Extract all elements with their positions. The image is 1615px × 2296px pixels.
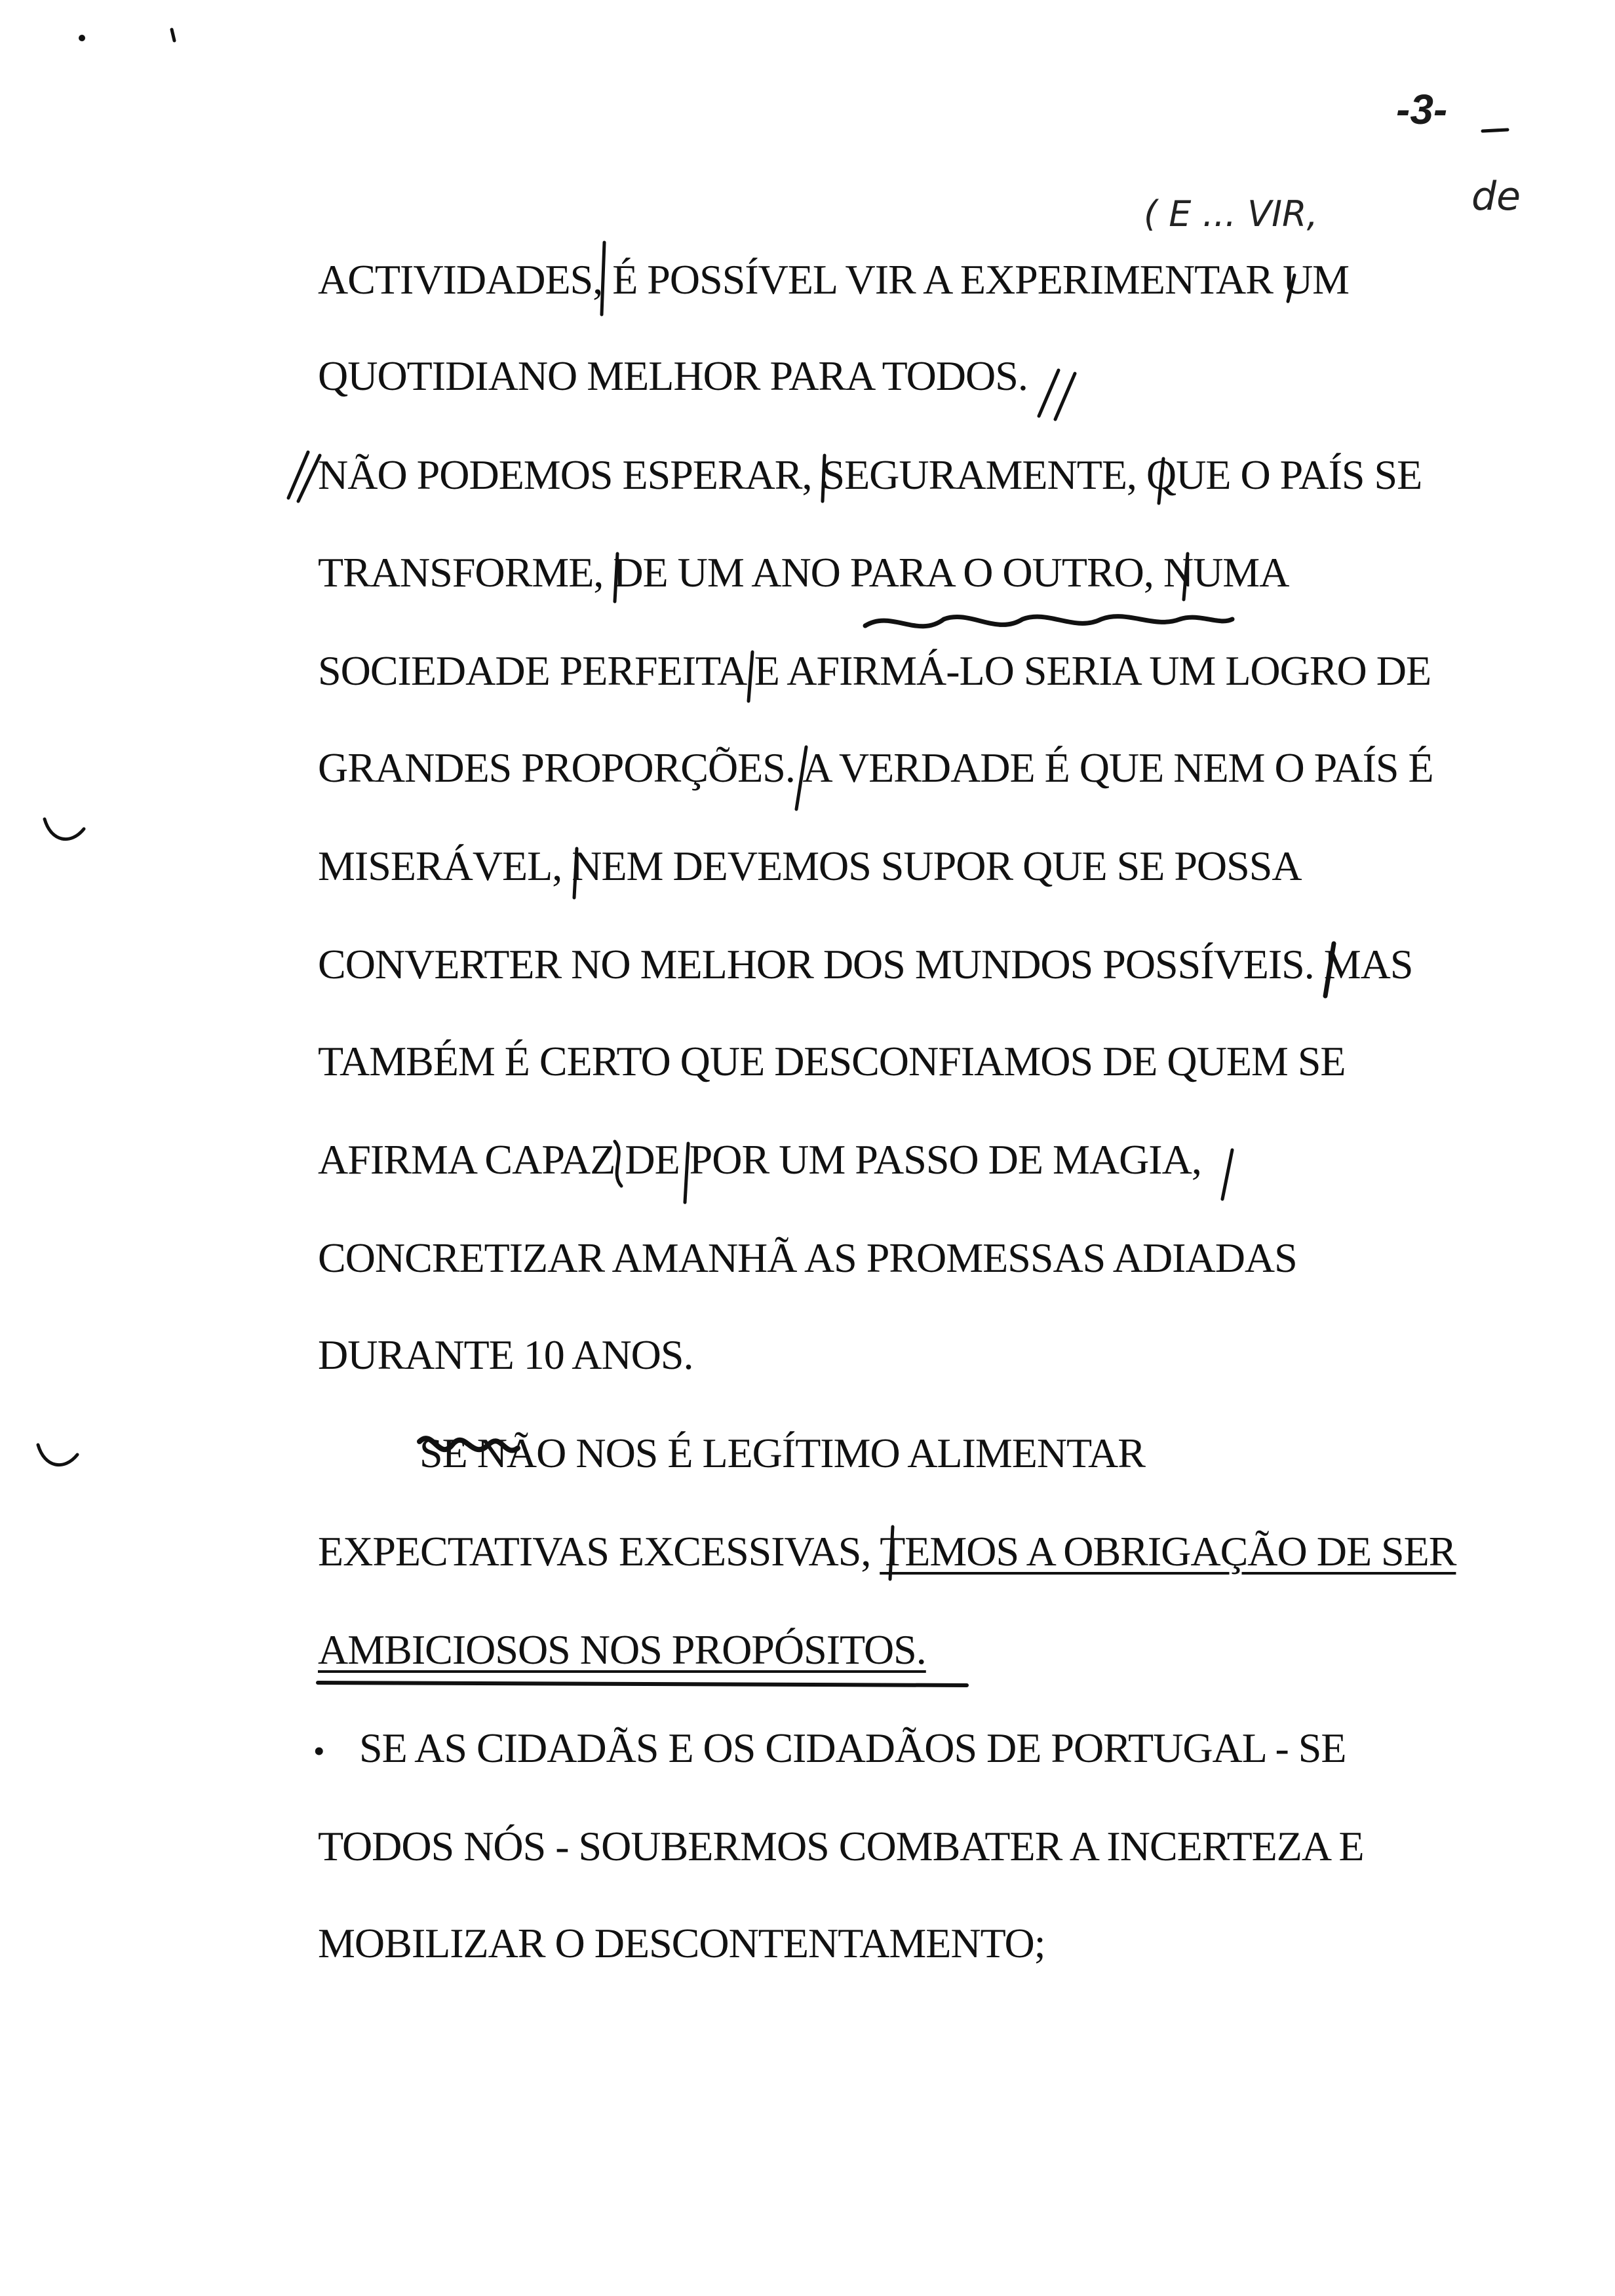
paragraph2-line-1: SE NÃO NOS É LEGÍTIMO ALIMENTAR xyxy=(419,1430,1145,1476)
text-line-12: DURANTE 10 ANOS. xyxy=(318,1331,693,1378)
text-line-8: CONVERTER NO MELHOR DOS MUNDOS POSSÍVEIS. MAS xyxy=(318,941,1413,987)
paragraph2-line-2-underlined: TEMOS A OBRIGAÇÃO DE SER xyxy=(880,1528,1456,1575)
pause-bar-mark xyxy=(574,849,577,898)
pause-bar-mark xyxy=(685,1143,688,1202)
handwritten-de-annotation: de xyxy=(1471,174,1521,220)
bullet-item-line-3: MOBILIZAR O DESCONTENTAMENTO; xyxy=(318,1920,1045,1966)
pause-bar-mark xyxy=(749,652,752,701)
double-slash-mark xyxy=(1039,370,1075,419)
crossed-out-word-mark xyxy=(419,1438,518,1450)
double-slash-mark xyxy=(288,452,320,501)
handwritten-insert-annotation: ( E ... VIR, xyxy=(1144,193,1318,235)
pause-bar-mark xyxy=(796,747,806,809)
strikethrough-scribble-mark xyxy=(865,617,1232,626)
pause-bar-mark xyxy=(1288,275,1294,301)
pause-bar-mark xyxy=(615,554,617,602)
text-line-4: TRANSFORME, DE UM ANO PARA O OUTRO, NUMA xyxy=(318,549,1289,596)
margin-hole-mark xyxy=(38,1445,77,1465)
text-line-9: TAMBÉM É CERTO QUE DESCONFIAMOS DE QUEM SE xyxy=(318,1038,1346,1084)
page-number: -3- xyxy=(1396,86,1448,133)
text-line-2: QUOTIDIANO MELHOR PARA TODOS. xyxy=(318,353,1028,399)
text-line-5: SOCIEDADE PERFEITA E AFIRMÁ-LO SERIA UM LOGRO DE xyxy=(318,647,1431,694)
bullet-symbol: • xyxy=(313,1732,324,1769)
scan-tick-mark xyxy=(172,29,174,41)
margin-hole-mark xyxy=(45,819,84,839)
text-line-3: NÃO PODEMOS ESPERAR, SEGURAMENTE, QUE O PAÍS SE xyxy=(318,451,1422,498)
text-line-10: AFIRMA CAPAZ DE POR UM PASSO DE MAGIA, xyxy=(318,1136,1201,1183)
pause-bar-mark xyxy=(1222,1150,1232,1199)
text-line-7: MISERÁVEL, NEM DEVEMOS SUPOR QUE SE POSSA xyxy=(318,843,1302,889)
scan-dot-mark xyxy=(79,35,85,41)
bullet-item-line-2: TODOS NÓS - SOUBERMOS COMBATER A INCERTEZA E xyxy=(318,1823,1364,1869)
paragraph2-line-2-plain: EXPECTATIVAS EXCESSIVAS, xyxy=(318,1528,880,1575)
bullet-text-1: SE AS CIDADÃS E OS CIDADÃOS DE PORTUGAL - SE xyxy=(359,1725,1346,1771)
pause-bar-mark xyxy=(615,1141,621,1186)
pause-bar-mark xyxy=(823,455,825,501)
pause-bar-mark xyxy=(602,242,604,315)
handwritten-underline-mark xyxy=(318,1683,967,1685)
text-line-6: GRANDES PROPORÇÕES. A VERDADE É QUE NEM O PAÍS É xyxy=(318,744,1433,791)
page-number-dash-mark xyxy=(1483,130,1508,131)
pause-bar-mark xyxy=(1184,554,1188,600)
paragraph2-line-3-underlined: AMBICIOSOS NOS PROPÓSITOS. xyxy=(318,1626,926,1673)
pause-bar-mark xyxy=(890,1527,893,1579)
text-line-11: CONCRETIZAR AMANHÃ AS PROMESSAS ADIADAS xyxy=(318,1234,1297,1281)
pause-bar-mark xyxy=(1159,459,1163,503)
pause-bar-mark xyxy=(1325,944,1334,996)
text-line-1: ACTIVIDADES, É POSSÍVEL VIR A EXPERIMENTAR UM xyxy=(318,256,1350,303)
